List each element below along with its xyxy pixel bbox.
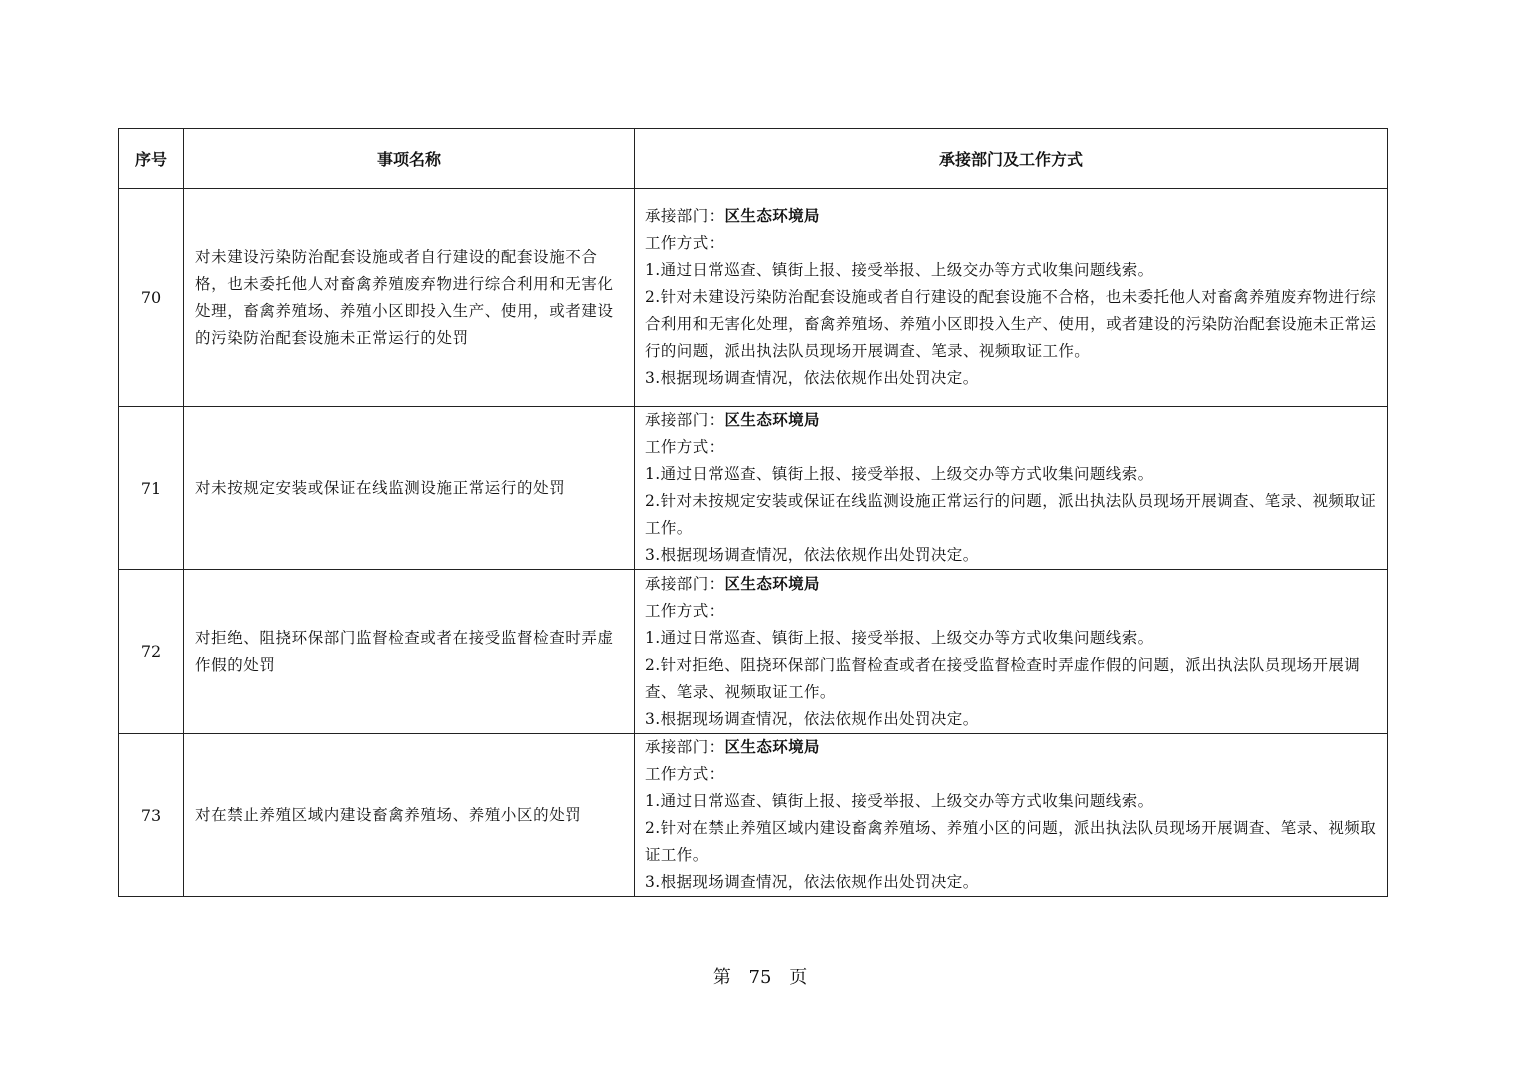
method-label: 工作方式： [645, 438, 725, 456]
row-serial-number: 71 [119, 407, 184, 570]
department-label: 承接部门： [645, 738, 725, 756]
table-header-row [119, 129, 1388, 189]
department-label: 承接部门： [645, 574, 725, 593]
row-department-method [635, 407, 1388, 570]
page-number-suffix: 页 [789, 967, 808, 988]
method-label: 工作方式： [645, 601, 725, 620]
row-serial-number: 72 [119, 570, 184, 734]
method-step: 2.针对拒绝、阻挠环保部门监督检查或者在接受监督检查时弄虚作假的问题，派出执法队员现场开展调查、笔录、视频取证工作。 [645, 655, 1361, 701]
department-line [645, 407, 1379, 434]
header-serial-number: 序号 [119, 129, 184, 189]
row-serial-number: 73 [119, 734, 184, 897]
row-item-name: 对在禁止养殖区域内建设畜禽养殖场、养殖小区的处罚 [184, 734, 635, 897]
method-step: 1.通过日常巡查、镇街上报、接受举报、上级交办等方式收集问题线索。 [645, 465, 1154, 483]
method-step: 1.通过日常巡查、镇街上报、接受举报、上级交办等方式收集问题线索。 [645, 792, 1154, 810]
matters-table [118, 128, 1388, 897]
row-department-method [635, 189, 1388, 407]
department-value: 区生态环境局 [724, 738, 820, 756]
table-row [119, 734, 1388, 897]
page-footer [0, 963, 1520, 989]
department-line [645, 571, 1379, 598]
method-step: 2.针对在禁止养殖区域内建设畜禽养殖场、养殖小区的问题，派出执法队员现场开展调查、笔录、视频取证工作。 [645, 819, 1377, 864]
method-step: 2.针对未建设污染防治配套设施或者自行建设的配套设施不合格，也未委托他人对畜禽养殖废弃物进行综合利用和无害化处理，畜禽养殖场、养殖小区即投入生产、使用，或者建设的污染防治配套设施未正常运行的问题，派出执法队员现场开展调查、笔录、视频取证工作。 [645, 288, 1377, 360]
page-number-prefix: 第 [712, 967, 731, 988]
table-row [119, 407, 1388, 570]
department-line [645, 734, 1379, 761]
header-item-name: 事项名称 [184, 129, 635, 189]
method-label: 工作方式： [645, 765, 725, 783]
method-step: 2.针对未按规定安装或保证在线监测设施正常运行的问题，派出执法队员现场开展调查、笔录、视频取证工作。 [645, 492, 1377, 537]
row-serial-number: 70 [119, 189, 184, 407]
method-step: 3.根据现场调查情况，依法依规作出处罚决定。 [645, 873, 979, 891]
row-item-name: 对未按规定安装或保证在线监测设施正常运行的处罚 [184, 407, 635, 570]
method-step: 3.根据现场调查情况，依法依规作出处罚决定。 [645, 369, 979, 387]
method-step: 1.通过日常巡查、镇街上报、接受举报、上级交办等方式收集问题线索。 [645, 261, 1154, 279]
table-row [119, 570, 1388, 734]
row-department-method [635, 734, 1388, 897]
row-department-method [635, 570, 1388, 734]
page-number: 75 [748, 967, 772, 988]
header-department-method: 承接部门及工作方式 [635, 129, 1388, 189]
row-item-name: 对未建设污染防治配套设施或者自行建设的配套设施不合格，也未委托他人对畜禽养殖废弃物进行综合利用和无害化处理，畜禽养殖场、养殖小区即投入生产、使用，或者建设的污染防治配套设施未正常运行的处罚 [184, 189, 635, 407]
department-line [645, 203, 1379, 230]
row-item-name: 对拒绝、阻挠环保部门监督检查或者在接受监督检查时弄虚作假的处罚 [184, 570, 635, 734]
department-label: 承接部门： [645, 411, 725, 429]
method-step: 3.根据现场调查情况，依法依规作出处罚决定。 [645, 546, 979, 564]
department-value: 区生态环境局 [724, 207, 820, 225]
department-value: 区生态环境局 [724, 574, 820, 593]
table-row [119, 189, 1388, 407]
department-label: 承接部门： [645, 207, 725, 225]
department-value: 区生态环境局 [724, 411, 820, 429]
method-label: 工作方式： [645, 234, 725, 252]
method-step: 3.根据现场调查情况，依法依规作出处罚决定。 [645, 709, 979, 728]
document-table-container [118, 128, 1387, 897]
method-step: 1.通过日常巡查、镇街上报、接受举报、上级交办等方式收集问题线索。 [645, 628, 1154, 647]
